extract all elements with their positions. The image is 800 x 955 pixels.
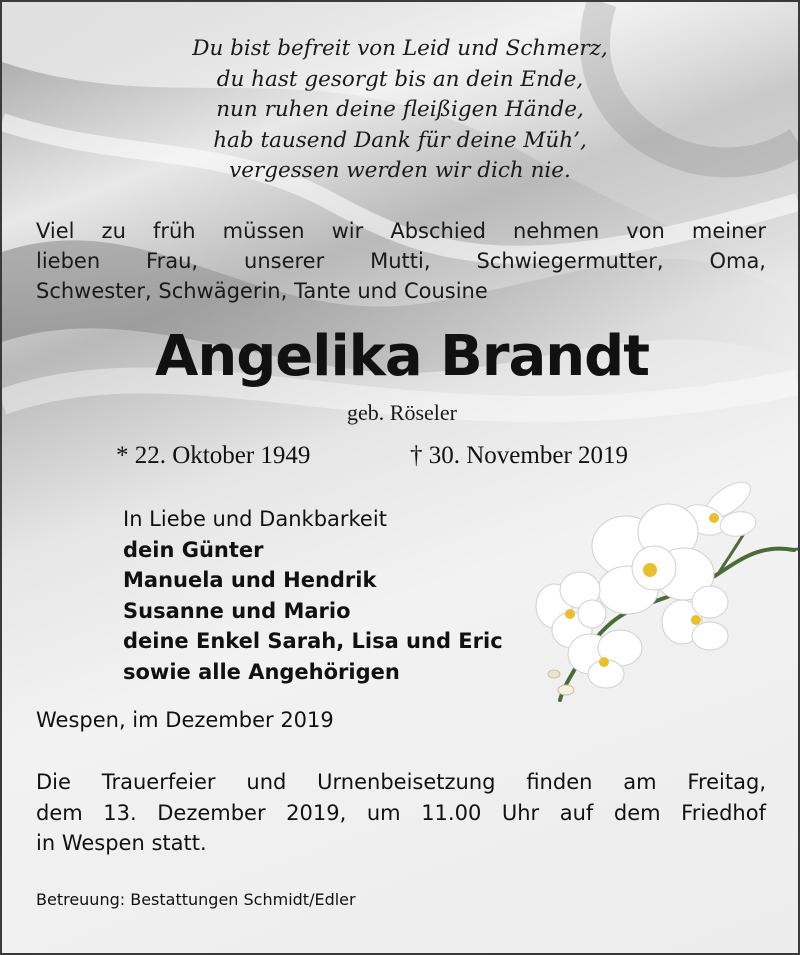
family-heading: In Liebe und Dankbarkeit (123, 507, 387, 531)
poem-line: nun ruhen deine fleißigen Hände, (216, 97, 584, 122)
service-line: in Wespen statt. (36, 831, 207, 855)
poem-line: du hast gesorgt bis an dein Ende, (216, 66, 584, 92)
family-list (123, 504, 503, 688)
birth-name: geb. Röseler (347, 400, 457, 425)
poem-line: Du bist befreit von Leid und Schmerz, (192, 36, 608, 61)
care-note: Betreuung: Bestattungen Schmidt/Edler (36, 890, 356, 909)
intro-line: lieben Frau, unserer Mutti, Schwiegermutter, Oma, (36, 249, 766, 273)
birth-date: * 22. Oktober 1949 (116, 442, 311, 469)
deceased-name: Angelika Brandt (154, 324, 649, 389)
intro-line: Schwester, Schwägerin, Tante und Cousine (36, 279, 488, 303)
poem-line: vergessen werden wir dich nie. (229, 158, 571, 183)
obituary-card (2, 2, 798, 953)
poem (2, 34, 798, 187)
intro-text (36, 216, 766, 306)
family-member: Susanne und Mario (123, 598, 351, 623)
death-date: † 30. November 2019 (410, 442, 629, 469)
place-date: Wespen, im Dezember 2019 (36, 708, 334, 732)
intro-line: Viel zu früh müssen wir Abschied nehmen von meiner (36, 219, 766, 243)
family-member: sowie alle Angehörigen (123, 659, 400, 684)
service-info (36, 767, 766, 859)
family-member: dein Günter (123, 537, 264, 562)
poem-line: hab tausend Dank für deine Müh’, (213, 127, 587, 153)
family-member: Manuela und Hendrik (123, 568, 377, 593)
service-line: dem 13. Dezember 2019, um 11.00 Uhr auf dem Friedhof (36, 800, 766, 825)
family-member: deine Enkel Sarah, Lisa und Eric (123, 629, 503, 654)
orchid-image (532, 478, 798, 708)
service-line: Die Trauerfeier und Urnenbeisetzung finden am Freitag, (36, 770, 766, 794)
